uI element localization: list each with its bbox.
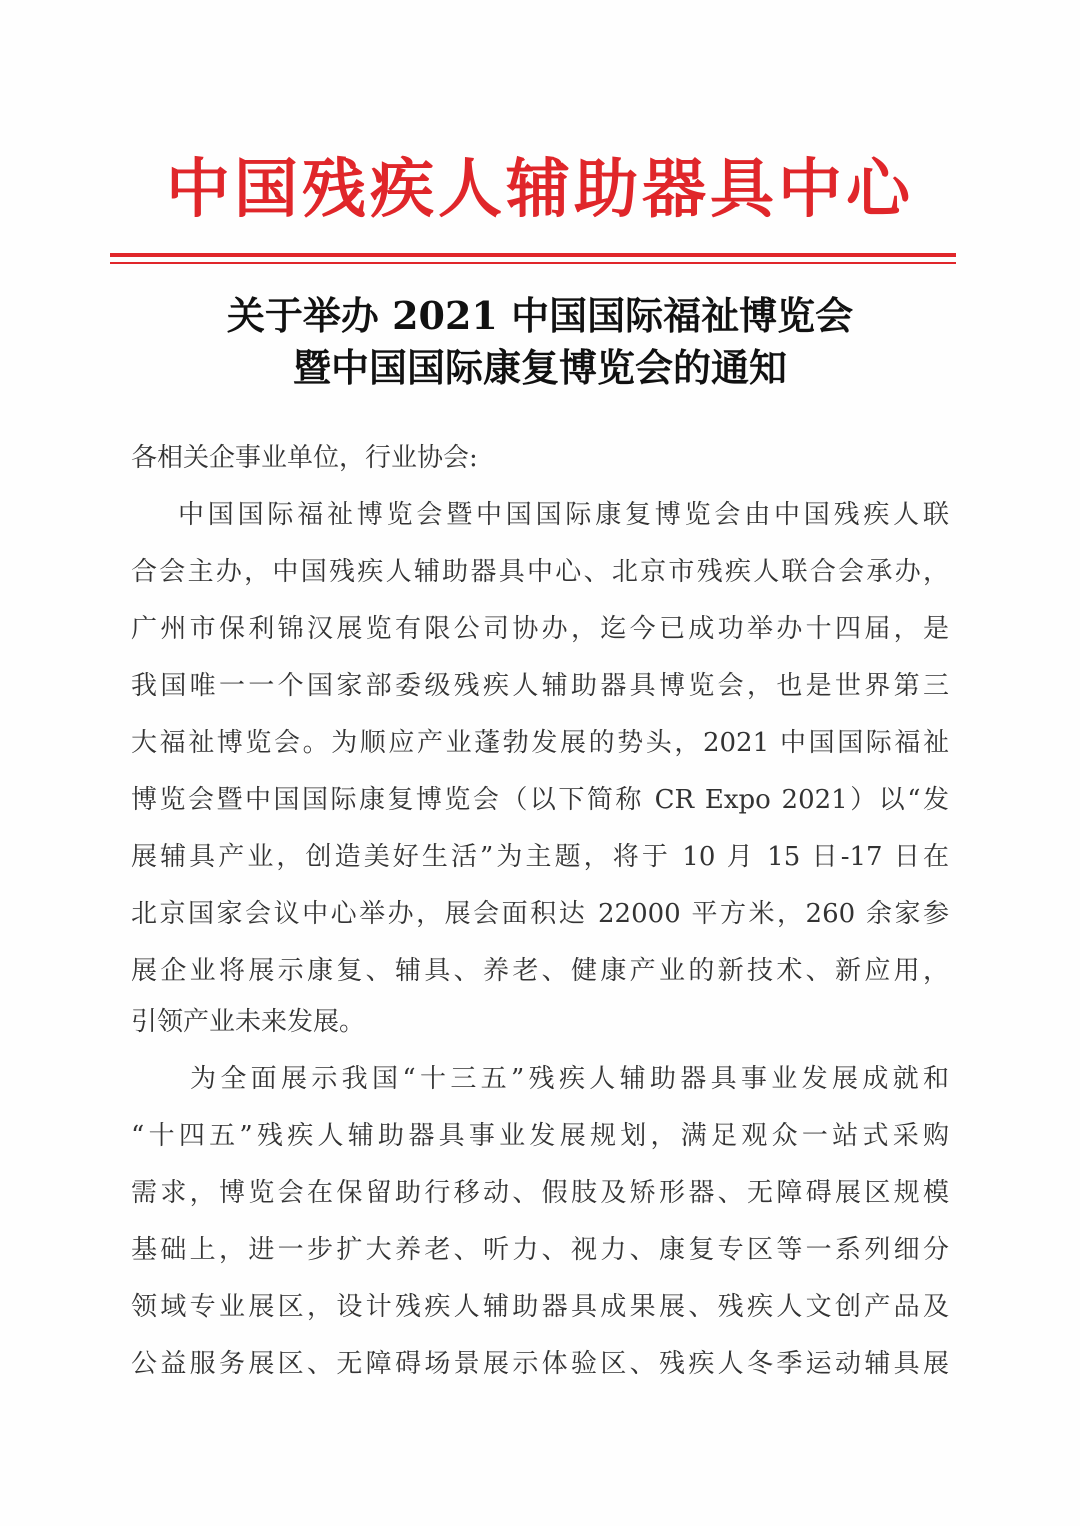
paragraph-2-line: 需求，博览会在保留助行移动、假肢及矫形器、无障碍展区规模 <box>131 1178 949 1208</box>
paragraph-1-line: 合会主办，中国残疾人辅助器具中心、北京市残疾人联合会承办， <box>131 557 949 587</box>
paragraph-1-line: 展辅具产业，创造美好生活”为主题，将于 10 月 15 日-17 日在 <box>131 842 949 872</box>
header-rule-thick <box>110 253 956 257</box>
paragraph-2-line: 公益服务展区、无障碍场景展示体验区、残疾人冬季运动辅具展 <box>131 1349 949 1379</box>
paragraph-2-line: “十四五”残疾人辅助器具事业发展规划，满足观众一站式采购 <box>131 1121 949 1151</box>
paragraph-1-line: 大福祉博览会。为顺应产业蓬勃发展的势头，2021 中国国际福祉 <box>131 728 949 758</box>
paragraph-1-line: 我国唯一一个国家部委级残疾人辅助器具博览会，也是世界第三 <box>131 671 949 701</box>
header-rule-thin <box>110 262 956 264</box>
paragraph-2-line: 领域专业展区，设计残疾人辅助器具成果展、残疾人文创产品及 <box>131 1292 949 1322</box>
paragraph-1-line: 博览会暨中国国际康复博览会（以下简称 CR Expo 2021）以“发 <box>131 785 949 815</box>
paragraph-2-line: 基础上，进一步扩大养老、听力、视力、康复专区等一系列细分 <box>131 1235 949 1265</box>
paragraph-1-line: 展企业将展示康复、辅具、养老、健康产业的新技术、新应用， <box>131 956 949 986</box>
document-title-line-2: 暨中国国际康复博览会的通知 <box>292 345 787 390</box>
organization-header: 中国残疾人辅助器具中心 <box>166 153 914 227</box>
paragraph-1-line: 中国国际福祉博览会暨中国国际康复博览会由中国残疾人联 <box>178 500 949 530</box>
paragraph-1-line: 北京国家会议中心举办，展会面积达 22000 平方米，260 余家参 <box>131 899 949 929</box>
paragraph-1-line: 广州市保利锦汉展览有限公司协办，迄今已成功举办十四届，是 <box>131 614 949 644</box>
paragraph-2-line: 为全面展示我国“十三五”残疾人辅助器具事业发展成就和 <box>190 1064 949 1094</box>
salutation: 各相关企事业单位，行业协会: <box>131 443 478 473</box>
document-title-line-1: 关于举办 2021 中国国际福祉博览会 <box>226 293 854 338</box>
paragraph-1-line: 引领产业未来发展。 <box>131 1007 366 1037</box>
